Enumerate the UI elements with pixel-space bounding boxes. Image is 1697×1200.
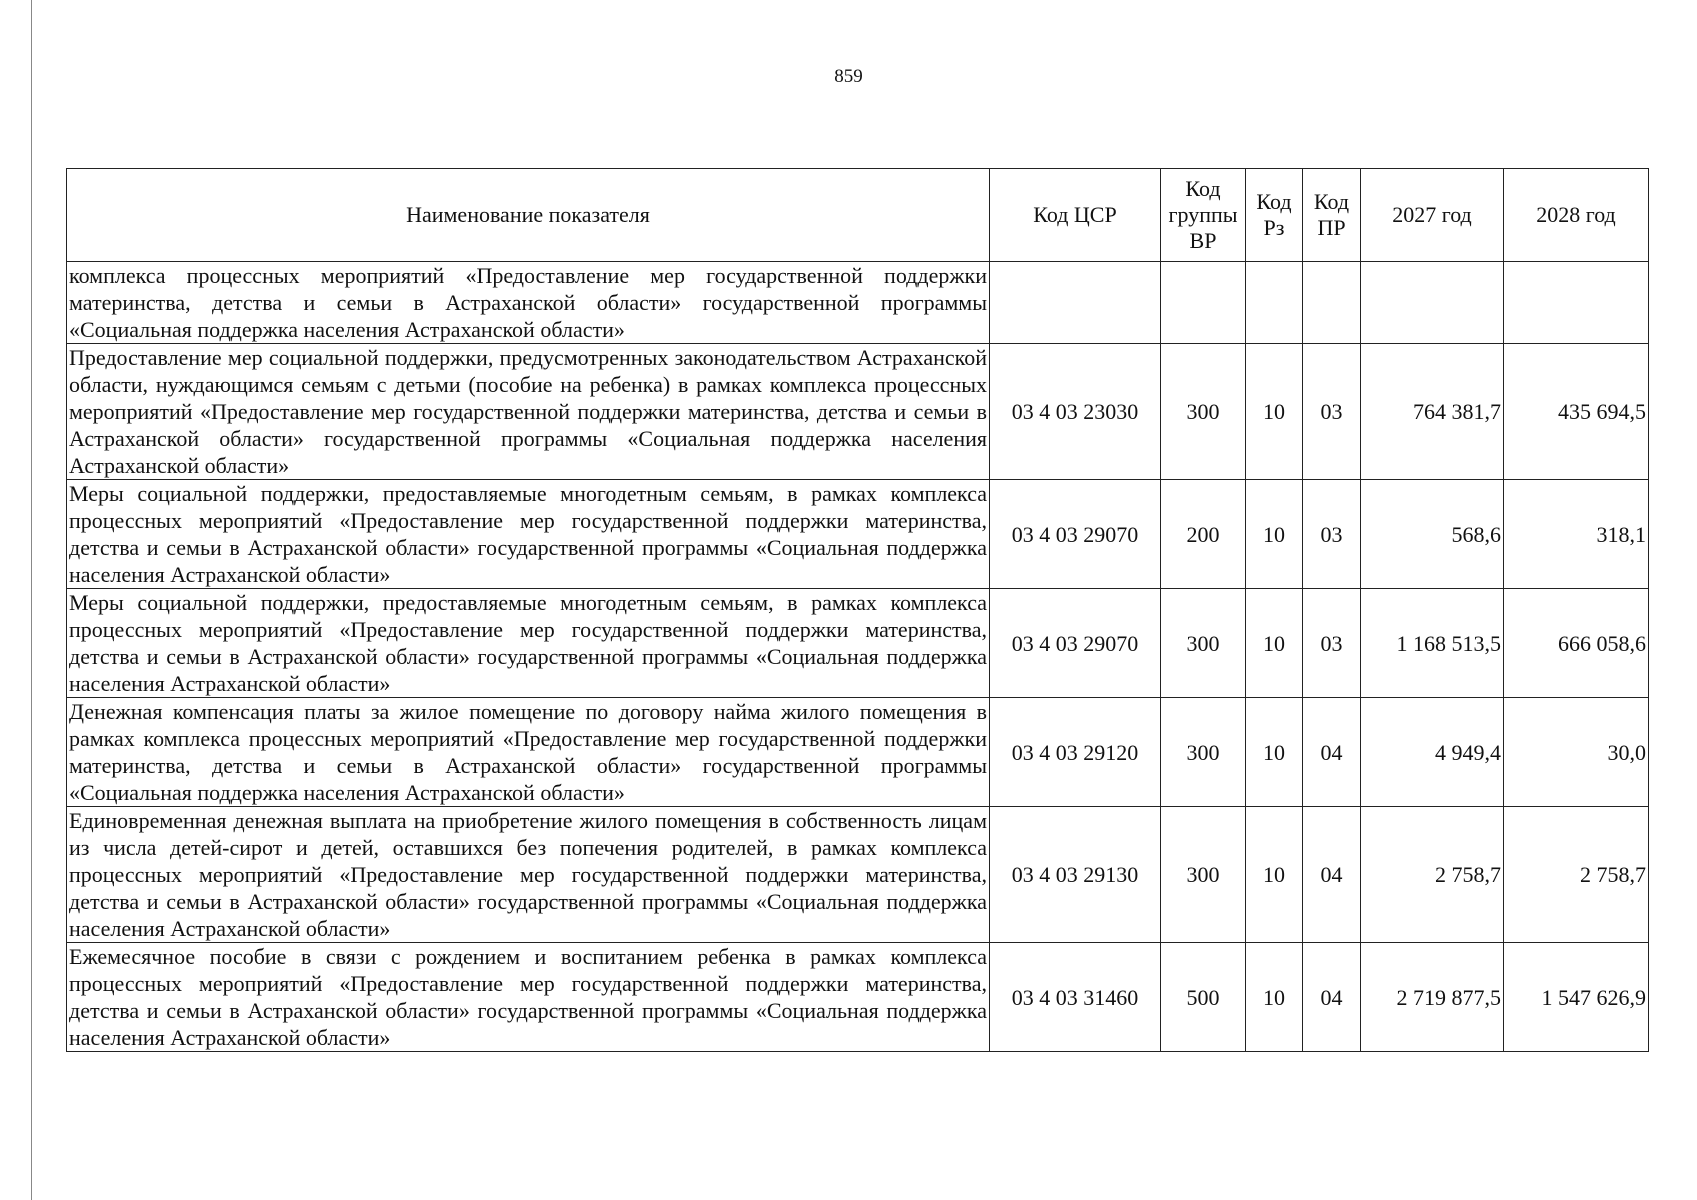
- pr-code: 04: [1303, 943, 1361, 1052]
- rz-code: 10: [1246, 698, 1303, 807]
- pr-code: 03: [1303, 589, 1361, 698]
- vr-code: 500: [1161, 943, 1246, 1052]
- scan-edge-line: [31, 0, 32, 1200]
- vr-code: 200: [1161, 480, 1246, 589]
- csr-code: [990, 262, 1161, 344]
- pr-code: 04: [1303, 807, 1361, 943]
- vr-code: [1161, 262, 1246, 344]
- header-csr: Код ЦСР: [990, 169, 1161, 262]
- vr-code: 300: [1161, 807, 1246, 943]
- rz-code: 10: [1246, 589, 1303, 698]
- pr-code: 04: [1303, 698, 1361, 807]
- csr-code: 03 4 03 31460: [990, 943, 1161, 1052]
- page-number: 859: [834, 66, 863, 87]
- csr-code: 03 4 03 29130: [990, 807, 1161, 943]
- pr-code: 03: [1303, 480, 1361, 589]
- table-row: [67, 943, 1649, 1052]
- rz-code: 10: [1246, 480, 1303, 589]
- header-row: [67, 169, 1649, 262]
- indicator-name: Ежемесячное пособие в связи с рождением и воспитанием ребенка в рамках комплекса процессных мероприятий «Предоставление мер государственной поддержки материнства, детства и семьи в Астраханской области» государственной программы «Социальная поддержка населения Астраханской области»: [67, 943, 990, 1052]
- table-row: [67, 344, 1649, 480]
- header-name: Наименование показателя: [67, 169, 990, 262]
- amount-2027: 568,6: [1361, 480, 1504, 589]
- csr-code: 03 4 03 29120: [990, 698, 1161, 807]
- indicator-name: комплекса процессных мероприятий «Предоставление мер государственной поддержки материнства, детства и семьи в Астраханской области» государственной программы «Социальная поддержка населения Астраханской области»: [67, 262, 990, 344]
- indicator-name: Денежная компенсация платы за жилое помещение по договору найма жилого помещения в рамках комплекса процессных мероприятий «Предоставление мер государственной поддержки материнства, детства и семьи в Астраханской области» государственной программы «Социальная поддержка населения Астраханской области»: [67, 698, 990, 807]
- csr-code: 03 4 03 29070: [990, 589, 1161, 698]
- indicator-name: Меры социальной поддержки, предоставляемые многодетным семьям, в рамках комплекса процессных мероприятий «Предоставление мер государственной поддержки материнства, детства и семьи в Астраханской области» государственной программы «Социальная поддержка населения Астраханской области»: [67, 589, 990, 698]
- amount-2027: 764 381,7: [1361, 344, 1504, 480]
- header-2027: 2027 год: [1361, 169, 1504, 262]
- amount-2028: 318,1: [1504, 480, 1649, 589]
- amount-2028: 1 547 626,9: [1504, 943, 1649, 1052]
- header-pr: Код ПР: [1303, 169, 1361, 262]
- rz-code: 10: [1246, 344, 1303, 480]
- amount-2028: 2 758,7: [1504, 807, 1649, 943]
- amount-2027: 4 949,4: [1361, 698, 1504, 807]
- rz-code: 10: [1246, 943, 1303, 1052]
- pr-code: 03: [1303, 344, 1361, 480]
- rz-code: [1246, 262, 1303, 344]
- rz-code: 10: [1246, 807, 1303, 943]
- amount-2027: [1361, 262, 1504, 344]
- table-row: [67, 698, 1649, 807]
- vr-code: 300: [1161, 589, 1246, 698]
- header-2028: 2028 год: [1504, 169, 1649, 262]
- amount-2028: 435 694,5: [1504, 344, 1649, 480]
- indicator-name: Предоставление мер социальной поддержки, предусмотренных законодательством Астраханской области, нуждающимся семьям с детьми (пособие на ребенка) в рамках комплекса процессных мероприятий «Предоставление мер государственной поддержки материнства, детства и семьи в Астраханской области» государственной программы «Социальная поддержка населения Астраханской области»: [67, 344, 990, 480]
- indicator-name: Меры социальной поддержки, предоставляемые многодетным семьям, в рамках комплекса процессных мероприятий «Предоставление мер государственной поддержки материнства, детства и семьи в Астраханской области» государственной программы «Социальная поддержка населения Астраханской области»: [67, 480, 990, 589]
- indicator-name: Единовременная денежная выплата на приобретение жилого помещения в собственность лицам из числа детей-сирот и детей, оставшихся без попечения родителей, в рамках комплекса процессных мероприятий «Предоставление мер государственной поддержки материнства, детства и семьи в Астраханской области» государственной программы «Социальная поддержка населения Астраханской области»: [67, 807, 990, 943]
- budget-table: [66, 168, 1649, 1052]
- table-row: [67, 262, 1649, 344]
- csr-code: 03 4 03 23030: [990, 344, 1161, 480]
- amount-2028: [1504, 262, 1649, 344]
- pr-code: [1303, 262, 1361, 344]
- table-row: [67, 589, 1649, 698]
- vr-code: 300: [1161, 698, 1246, 807]
- header-rz: Код Рз: [1246, 169, 1303, 262]
- amount-2027: 2 719 877,5: [1361, 943, 1504, 1052]
- table-row: [67, 480, 1649, 589]
- table-row: [67, 807, 1649, 943]
- vr-code: 300: [1161, 344, 1246, 480]
- amount-2028: 30,0: [1504, 698, 1649, 807]
- header-vr: Код группы ВР: [1161, 169, 1246, 262]
- amount-2028: 666 058,6: [1504, 589, 1649, 698]
- csr-code: 03 4 03 29070: [990, 480, 1161, 589]
- amount-2027: 1 168 513,5: [1361, 589, 1504, 698]
- amount-2027: 2 758,7: [1361, 807, 1504, 943]
